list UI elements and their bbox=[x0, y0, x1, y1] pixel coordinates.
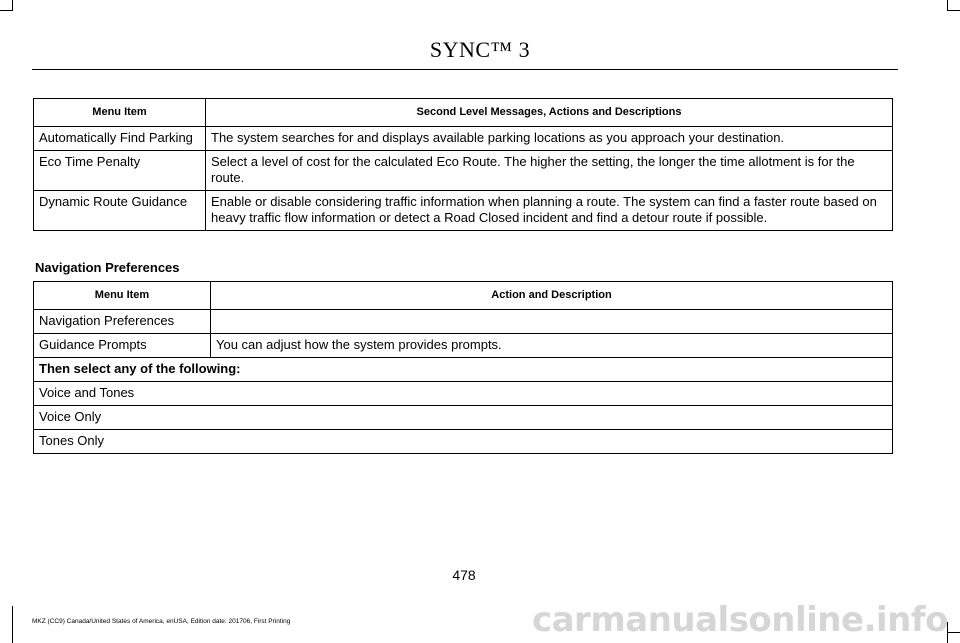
menu-item-cell: Guidance Prompts bbox=[34, 334, 211, 358]
crop-mark bbox=[947, 632, 960, 633]
column-header: Action and Description bbox=[211, 282, 893, 310]
crop-mark bbox=[0, 10, 12, 11]
table-row bbox=[34, 382, 893, 406]
crop-mark bbox=[12, 606, 13, 643]
header-divider bbox=[32, 69, 898, 70]
menu-table-navigation-preferences bbox=[33, 281, 893, 454]
menu-item-cell: Navigation Preferences bbox=[34, 310, 211, 334]
section-heading: Navigation Preferences bbox=[35, 260, 180, 275]
table-row bbox=[34, 191, 893, 231]
menu-item-cell: Automatically Find Parking bbox=[34, 127, 206, 151]
column-header: Second Level Messages, Actions and Descriptions bbox=[206, 99, 893, 127]
option-cell: Voice and Tones bbox=[34, 382, 893, 406]
crop-mark bbox=[947, 10, 960, 11]
table-row bbox=[34, 310, 893, 334]
table-header-row bbox=[34, 282, 893, 310]
description-cell bbox=[211, 310, 893, 334]
menu-table-route bbox=[33, 98, 893, 231]
crop-mark bbox=[12, 0, 13, 11]
menu-item-cell: Dynamic Route Guidance bbox=[34, 191, 206, 231]
table-header-row bbox=[34, 99, 893, 127]
table-row bbox=[34, 406, 893, 430]
instruction-cell: Then select any of the following: bbox=[34, 358, 893, 382]
watermark: carmanualsonline.info bbox=[531, 600, 948, 640]
table-row bbox=[34, 127, 893, 151]
description-cell: You can adjust how the system provides prompts. bbox=[211, 334, 893, 358]
column-header: Menu Item bbox=[34, 99, 206, 127]
crop-mark bbox=[947, 0, 948, 11]
page-number: 478 bbox=[452, 567, 476, 583]
description-cell: Select a level of cost for the calculated Eco Route. The higher the setting, the longer the time allotment is for the route. bbox=[206, 151, 893, 191]
table-row bbox=[34, 358, 893, 382]
table-row bbox=[34, 151, 893, 191]
option-cell: Voice Only bbox=[34, 406, 893, 430]
option-cell: Tones Only bbox=[34, 430, 893, 454]
description-cell: Enable or disable considering traffic information when planning a route. The system can find a faster route based on heavy traffic flow information or detect a Road Closed incident and find a detour route if possible. bbox=[206, 191, 893, 231]
description-cell: The system searches for and displays available parking locations as you approach your destination. bbox=[206, 127, 893, 151]
column-header: Menu Item bbox=[34, 282, 211, 310]
menu-item-cell: Eco Time Penalty bbox=[34, 151, 206, 191]
table-row bbox=[34, 430, 893, 454]
edition-footer: MKZ (CC9) Canada/United States of America, enUSA, Edition date: 201706, First Printing bbox=[32, 618, 291, 625]
table-row bbox=[34, 334, 893, 358]
page-title: SYNC™ 3 bbox=[429, 37, 531, 62]
